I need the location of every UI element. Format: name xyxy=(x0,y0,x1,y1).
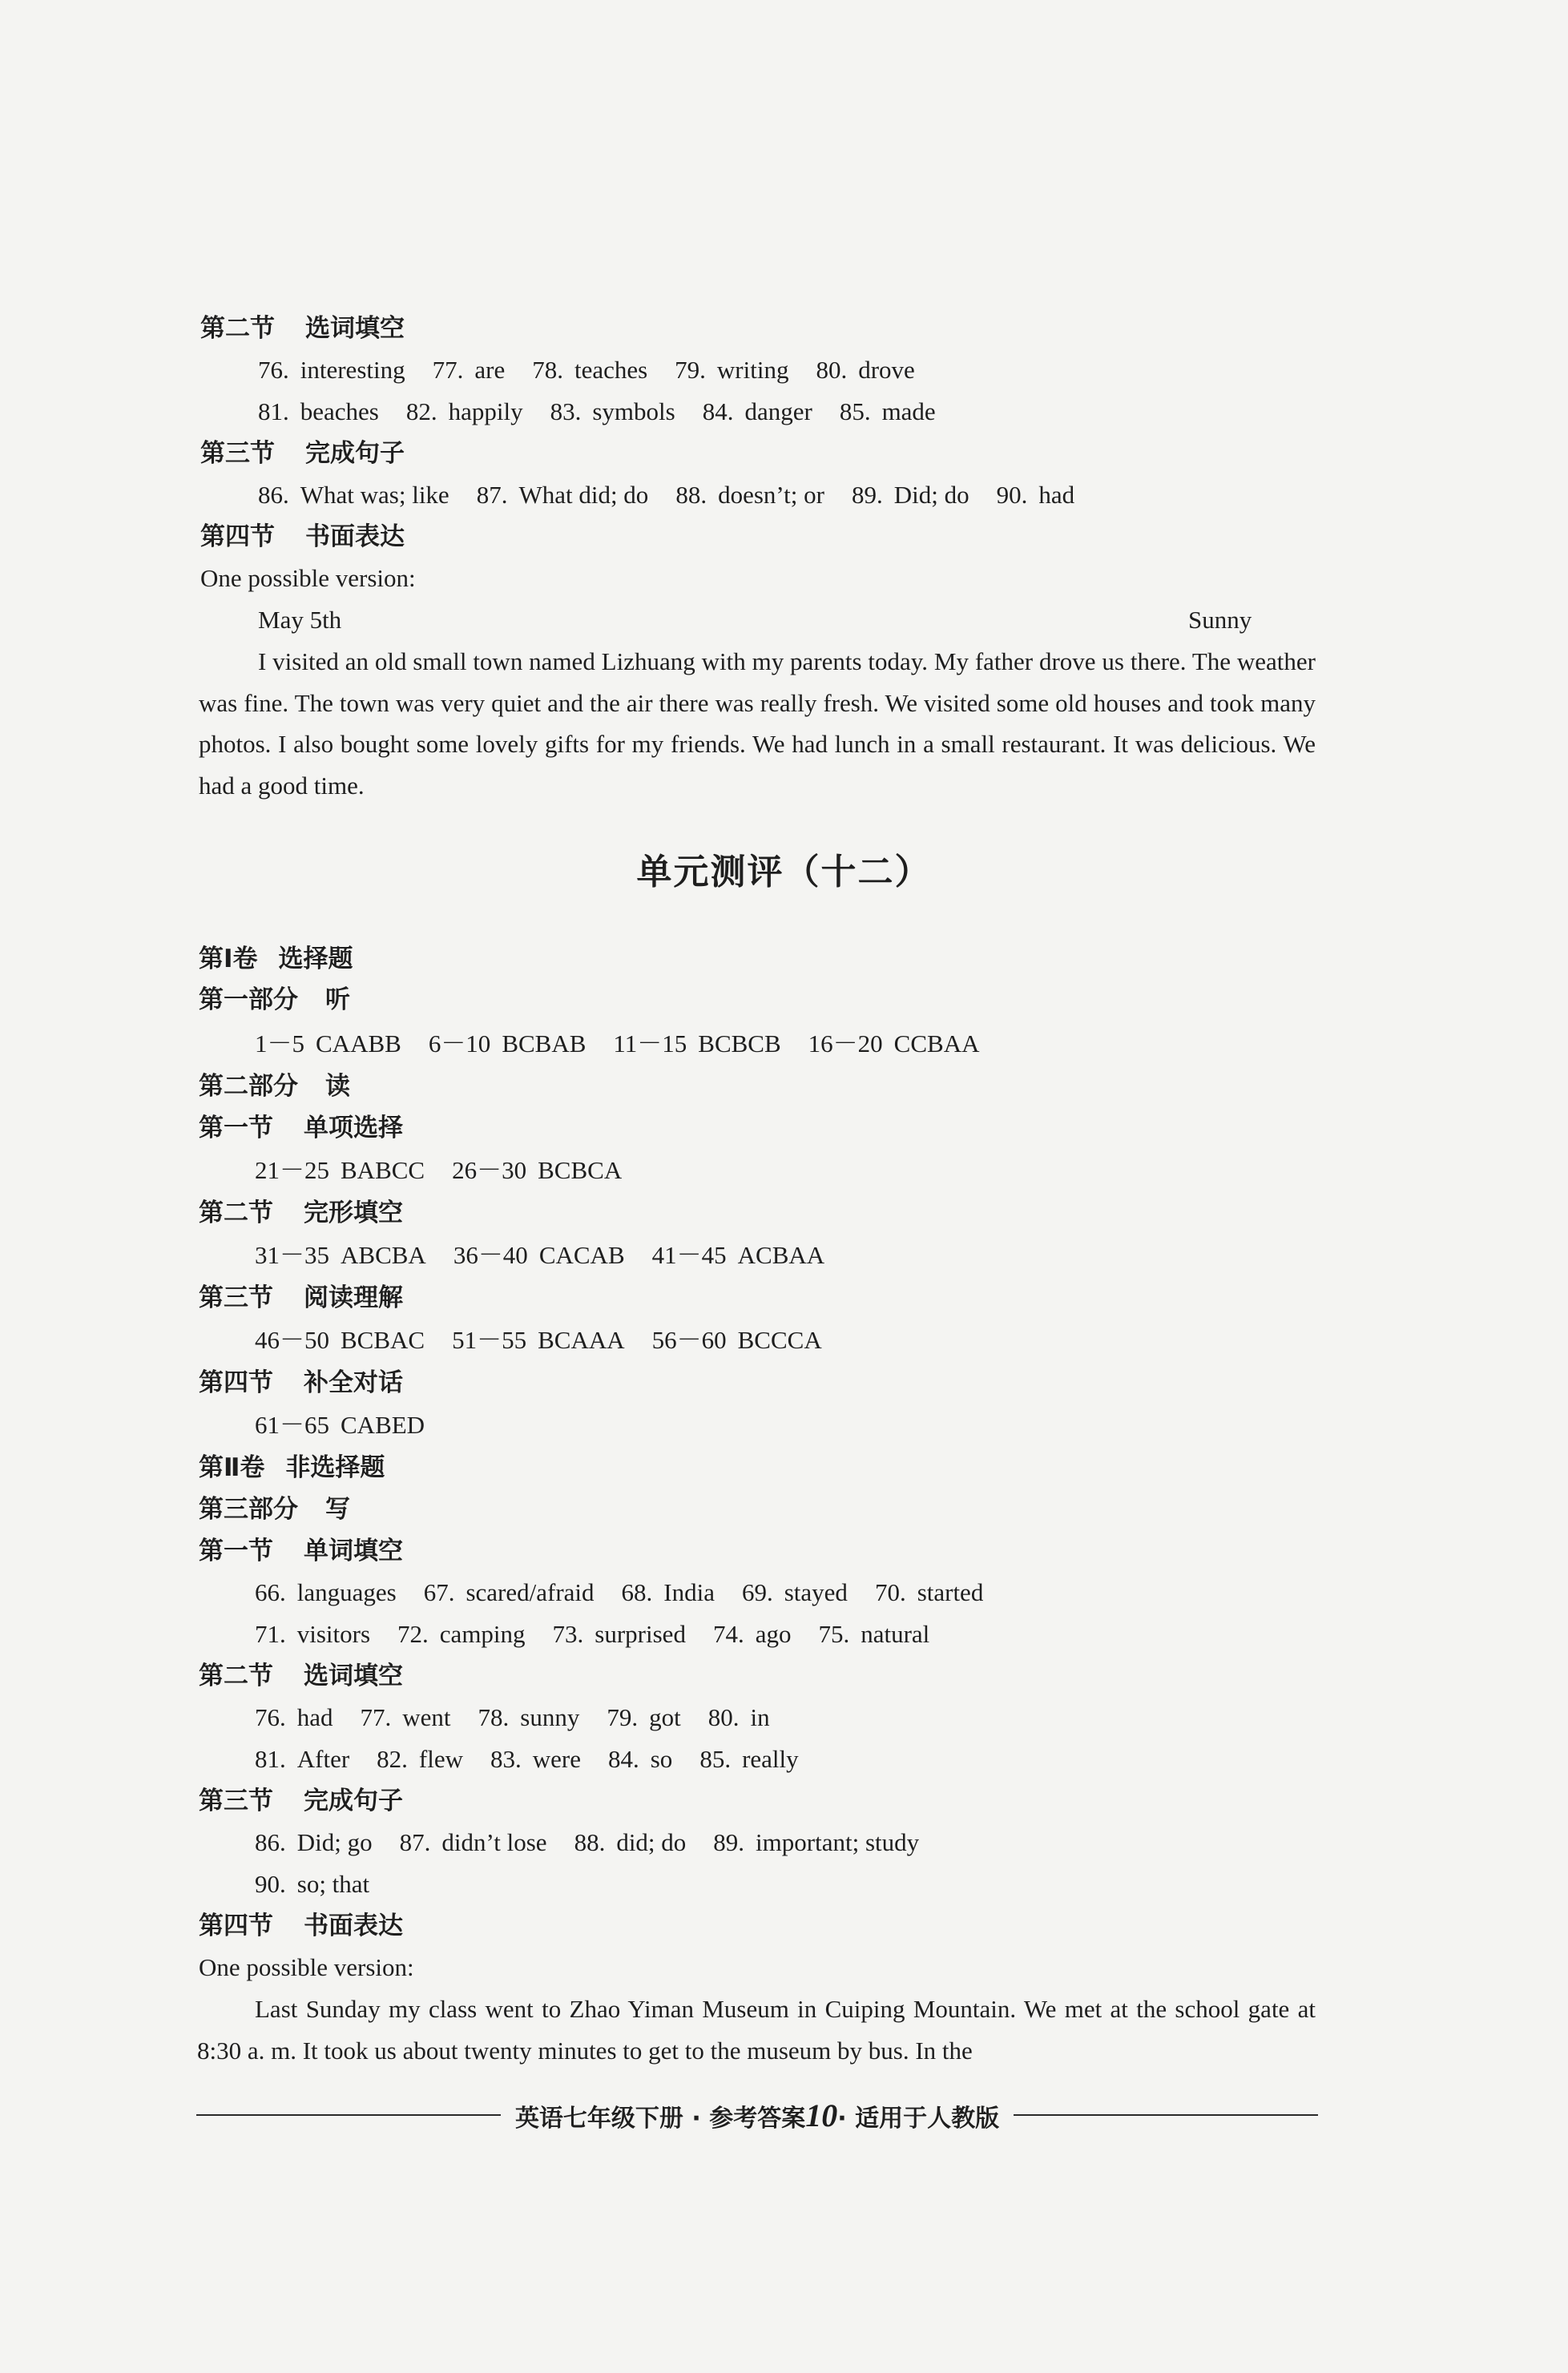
answer-row xyxy=(255,1409,452,1441)
answer-text: teaches xyxy=(574,356,648,384)
part-heading xyxy=(199,984,350,1016)
answer-item xyxy=(613,1029,780,1058)
question-number: 86. xyxy=(255,1828,286,1856)
answer-item xyxy=(453,1241,625,1269)
answer-row xyxy=(255,1618,957,1650)
question-number: 72. xyxy=(397,1620,429,1648)
answer-item xyxy=(258,481,449,509)
section-title: 书面表达 xyxy=(304,1912,403,1940)
section-title: 选词填空 xyxy=(305,314,405,343)
section-heading xyxy=(199,1785,403,1817)
question-number: 11－15 xyxy=(613,1029,687,1058)
answer-item xyxy=(258,356,405,384)
answer-text: Did; go xyxy=(296,1828,373,1856)
question-number: 82. xyxy=(405,397,437,425)
question-number: 83. xyxy=(550,397,582,425)
question-number: 90. xyxy=(255,1870,286,1898)
answer-text: What did; do xyxy=(518,481,649,509)
answer-row xyxy=(255,1028,1006,1060)
section-heading xyxy=(199,1282,403,1314)
answer-item xyxy=(255,1578,397,1606)
question-number: 26－30 xyxy=(452,1156,527,1184)
part-title: 写 xyxy=(325,1495,350,1524)
question-number: 21－25 xyxy=(255,1156,329,1184)
possible-version-label: One possible version: xyxy=(199,1953,414,1981)
answer-item xyxy=(255,1745,349,1773)
answer-text: CAABB xyxy=(316,1029,401,1058)
section-label: 第二节 xyxy=(199,1662,273,1690)
answer-text: had xyxy=(1038,481,1075,509)
answer-text: BABCC xyxy=(341,1156,425,1184)
answer-text: stayed xyxy=(784,1578,848,1606)
question-number: 84. xyxy=(702,397,734,425)
answer-text: CACAB xyxy=(538,1241,625,1269)
question-number: 85. xyxy=(699,1745,732,1773)
answer-text: so xyxy=(650,1745,673,1773)
section-title: 补全对话 xyxy=(304,1368,403,1397)
answer-item xyxy=(429,1029,586,1058)
answer-text: started xyxy=(917,1578,984,1606)
answer-item xyxy=(553,1620,686,1648)
answer-item xyxy=(607,1703,680,1731)
volume-label: 第Ⅰ卷 xyxy=(199,945,258,973)
answer-text: BCAAA xyxy=(538,1326,625,1354)
section-title: 完形填空 xyxy=(304,1199,403,1227)
question-number: 66. xyxy=(255,1578,286,1606)
section-heading xyxy=(199,1910,403,1942)
answer-text: CCBAA xyxy=(893,1029,980,1058)
question-number: 41－45 xyxy=(651,1241,727,1269)
answer-item xyxy=(608,1745,672,1773)
answer-text: natural xyxy=(861,1620,930,1648)
answer-text: beaches xyxy=(300,397,379,425)
answer-text: BCCCA xyxy=(737,1326,822,1354)
footer-book-title: 英语七年级下册 · 参考答案 xyxy=(514,2104,806,2133)
question-number: 31－35 xyxy=(255,1241,329,1269)
question-number: 86. xyxy=(258,481,289,509)
answer-row xyxy=(255,1868,397,1900)
page-footer xyxy=(196,2097,1318,2133)
possible-version-label: One possible version: xyxy=(200,564,416,592)
question-number: 79. xyxy=(607,1703,639,1731)
answer-text: flew xyxy=(418,1745,463,1773)
part-label: 第二部分 xyxy=(199,1072,298,1101)
section-label: 第二节 xyxy=(200,314,275,343)
answer-text: drove xyxy=(858,356,915,384)
question-number: 90. xyxy=(996,481,1028,509)
question-number: 75. xyxy=(818,1620,850,1648)
question-number: 88. xyxy=(574,1828,606,1856)
answer-item xyxy=(397,1620,526,1648)
question-number: 70. xyxy=(874,1578,906,1606)
answer-text: ABCBA xyxy=(341,1241,426,1269)
answer-text: are xyxy=(474,356,506,384)
answer-text: really xyxy=(742,1745,799,1773)
answer-item xyxy=(361,1703,451,1731)
question-number: 88. xyxy=(675,481,707,509)
question-number: 89. xyxy=(713,1828,745,1856)
section-label: 第四节 xyxy=(200,522,275,551)
answer-text: so; that xyxy=(296,1870,370,1898)
volume-title: 选择题 xyxy=(278,945,353,973)
question-number: 79. xyxy=(675,356,706,384)
question-number: 81. xyxy=(255,1745,286,1773)
page-number: 10 xyxy=(805,2097,838,2133)
question-number: 69. xyxy=(741,1578,773,1606)
answer-item xyxy=(699,1745,798,1773)
answer-text: danger xyxy=(744,397,812,425)
question-number: 36－40 xyxy=(453,1241,528,1269)
answer-text: ago xyxy=(755,1620,792,1648)
answer-row xyxy=(255,1577,1010,1609)
answer-text: writing xyxy=(716,356,789,384)
answer-text: happily xyxy=(448,397,523,425)
question-number: 61－65 xyxy=(255,1411,329,1439)
answer-item xyxy=(433,356,506,384)
question-number: 73. xyxy=(552,1620,584,1648)
answer-text: got xyxy=(649,1703,681,1731)
answer-text: Did; do xyxy=(893,481,969,509)
answer-item xyxy=(532,356,647,384)
question-number: 74. xyxy=(712,1620,744,1648)
answer-item xyxy=(255,1703,333,1731)
answer-text: did; do xyxy=(616,1828,687,1856)
volume-title: 非选择题 xyxy=(285,1453,385,1482)
section-label: 第三节 xyxy=(199,1283,273,1312)
question-number: 68. xyxy=(621,1578,653,1606)
answer-row xyxy=(255,1702,797,1734)
answer-item xyxy=(875,1578,983,1606)
answer-item xyxy=(708,1703,770,1731)
answer-text: BCBCA xyxy=(538,1156,623,1184)
answer-item xyxy=(808,1029,980,1058)
answer-item xyxy=(477,481,649,509)
volume-label: 第Ⅱ卷 xyxy=(199,1453,265,1482)
answer-text: ACBAA xyxy=(737,1241,825,1269)
footer-rule-left xyxy=(196,2114,501,2116)
answer-text: had xyxy=(296,1703,333,1731)
answer-row xyxy=(255,1239,852,1271)
diary-weather: Sunny xyxy=(1188,606,1252,634)
section-label: 第一节 xyxy=(199,1537,273,1565)
answer-text: symbols xyxy=(592,397,675,425)
answer-text: camping xyxy=(439,1620,526,1648)
question-number: 89. xyxy=(851,481,883,509)
answer-item xyxy=(255,1870,369,1898)
answer-item xyxy=(424,1578,595,1606)
answer-item xyxy=(258,397,379,425)
part-heading xyxy=(199,1070,350,1102)
answer-item xyxy=(478,1703,580,1731)
answer-text: scared/afraid xyxy=(466,1578,595,1606)
answer-text: went xyxy=(402,1703,451,1731)
answer-item xyxy=(852,481,969,509)
section-title: 选词填空 xyxy=(304,1662,403,1690)
question-number: 67. xyxy=(423,1578,455,1606)
section-heading xyxy=(199,1660,403,1692)
section-label: 第三节 xyxy=(200,439,275,468)
answer-item xyxy=(255,1620,370,1648)
question-number: 77. xyxy=(432,356,464,384)
answer-item xyxy=(490,1745,581,1773)
footer-rule-right xyxy=(1014,2114,1318,2116)
question-number: 76. xyxy=(258,356,289,384)
answer-item xyxy=(652,1326,822,1354)
answer-text: BCBAC xyxy=(341,1326,425,1354)
question-number: 51－55 xyxy=(452,1326,527,1354)
answer-item xyxy=(818,1620,929,1648)
answer-row xyxy=(255,1324,849,1356)
answer-item xyxy=(255,1156,425,1184)
answer-row xyxy=(258,396,963,428)
section-heading xyxy=(200,521,405,553)
question-number: 87. xyxy=(476,481,508,509)
answer-text: What was; like xyxy=(300,481,449,509)
part-label: 第一部分 xyxy=(199,985,298,1014)
section-title: 完成句子 xyxy=(305,439,405,468)
answer-row xyxy=(258,354,942,386)
answer-item xyxy=(406,397,523,425)
answer-item xyxy=(622,1578,715,1606)
question-number: 85. xyxy=(839,397,871,425)
section-label: 第二节 xyxy=(199,1199,273,1227)
section-heading xyxy=(200,312,405,344)
answer-text: visitors xyxy=(296,1620,371,1648)
answer-text: interesting xyxy=(300,356,405,384)
answer-item xyxy=(816,356,914,384)
question-number: 76. xyxy=(255,1703,286,1731)
answer-item xyxy=(255,1411,425,1439)
section-heading xyxy=(200,437,405,469)
part-title: 读 xyxy=(325,1072,350,1101)
question-number: 82. xyxy=(377,1745,408,1773)
answer-item xyxy=(255,1241,426,1269)
answer-text: India xyxy=(663,1578,715,1606)
part-heading xyxy=(199,1493,350,1525)
answer-item xyxy=(742,1578,848,1606)
answer-text: in xyxy=(750,1703,770,1731)
volume-heading xyxy=(199,1452,385,1484)
question-number: 56－60 xyxy=(651,1326,727,1354)
diary-date: May 5th xyxy=(258,606,342,634)
section-label: 第四节 xyxy=(199,1368,273,1397)
answer-item xyxy=(713,1828,919,1856)
question-number: 1－5 xyxy=(255,1029,304,1058)
part-label: 第三部分 xyxy=(199,1495,298,1524)
answer-item xyxy=(703,397,812,425)
essay-paragraph: Last Sunday my class went to Zhao Yiman Museum in Cuiping Mountain. We met at the school gate at 8:30 a. m. It took us about twenty minutes to get to the museum by bus. In the xyxy=(197,1995,1316,2065)
answer-text: didn’t lose xyxy=(441,1828,547,1856)
answer-row xyxy=(255,1154,649,1186)
section-label: 第一节 xyxy=(199,1114,273,1142)
answer-row xyxy=(255,1827,946,1859)
answer-item xyxy=(652,1241,825,1269)
section-title: 阅读理解 xyxy=(304,1283,403,1312)
question-number: 77. xyxy=(360,1703,392,1731)
answer-item xyxy=(550,397,675,425)
answer-item xyxy=(713,1620,792,1648)
question-number: 87. xyxy=(399,1828,431,1856)
unit-title: 单元测评（十二） xyxy=(636,852,932,892)
question-number: 83. xyxy=(490,1745,522,1773)
question-number: 84. xyxy=(607,1745,639,1773)
answer-item xyxy=(675,481,824,509)
question-number: 46－50 xyxy=(255,1326,329,1354)
answer-item xyxy=(255,1029,401,1058)
answer-text: important; study xyxy=(756,1828,920,1856)
answer-row xyxy=(255,1743,826,1775)
answer-item xyxy=(452,1156,622,1184)
answer-row xyxy=(258,479,1102,511)
section-heading xyxy=(199,1535,403,1567)
footer-edition: · 适用于人教版 xyxy=(837,2104,1000,2133)
question-number: 6－10 xyxy=(428,1029,491,1058)
question-number: 71. xyxy=(255,1620,286,1648)
essay-paragraph: I visited an old small town named Lizhuang with my parents today. My father drove us there. The weather was fine. The town was very quiet and the air there was really fresh. We visited some old houses and took many photos. I also bought some lovely gifts for my friends. We had lunch in a small restaurant. It was delicious. We had a good time. xyxy=(199,647,1316,800)
answer-item xyxy=(840,397,936,425)
answer-text: BCBAB xyxy=(502,1029,586,1058)
question-number: 80. xyxy=(816,356,848,384)
section-title: 单项选择 xyxy=(304,1114,403,1142)
section-label: 第四节 xyxy=(199,1912,273,1940)
section-heading xyxy=(199,1112,403,1144)
question-number: 80. xyxy=(707,1703,740,1731)
answer-item xyxy=(255,1326,425,1354)
answer-item xyxy=(377,1745,463,1773)
question-number: 81. xyxy=(258,397,289,425)
question-number: 16－20 xyxy=(808,1029,883,1058)
answer-text: After xyxy=(296,1745,350,1773)
answer-text: CABED xyxy=(341,1411,425,1439)
section-heading xyxy=(199,1367,403,1399)
answer-item xyxy=(255,1828,373,1856)
volume-heading xyxy=(199,943,353,975)
answer-text: sunny xyxy=(520,1703,580,1731)
footer-text xyxy=(515,2097,999,2134)
answer-text: doesn’t; or xyxy=(718,481,824,509)
part-title: 听 xyxy=(325,985,350,1014)
answer-text: languages xyxy=(296,1578,397,1606)
question-number: 78. xyxy=(478,1703,510,1731)
answer-item xyxy=(574,1828,687,1856)
section-heading xyxy=(199,1197,403,1229)
answer-item xyxy=(452,1326,625,1354)
answer-text: surprised xyxy=(595,1620,686,1648)
answer-item xyxy=(997,481,1075,509)
answer-text: were xyxy=(532,1745,581,1773)
answer-text: made xyxy=(881,397,936,425)
answer-item xyxy=(675,356,788,384)
section-title: 单词填空 xyxy=(304,1537,403,1565)
answer-text: BCBCB xyxy=(698,1029,781,1058)
section-title: 书面表达 xyxy=(305,522,405,551)
section-label: 第三节 xyxy=(199,1787,273,1815)
question-number: 78. xyxy=(532,356,563,384)
section-title: 完成句子 xyxy=(304,1787,403,1815)
answer-item xyxy=(400,1828,547,1856)
